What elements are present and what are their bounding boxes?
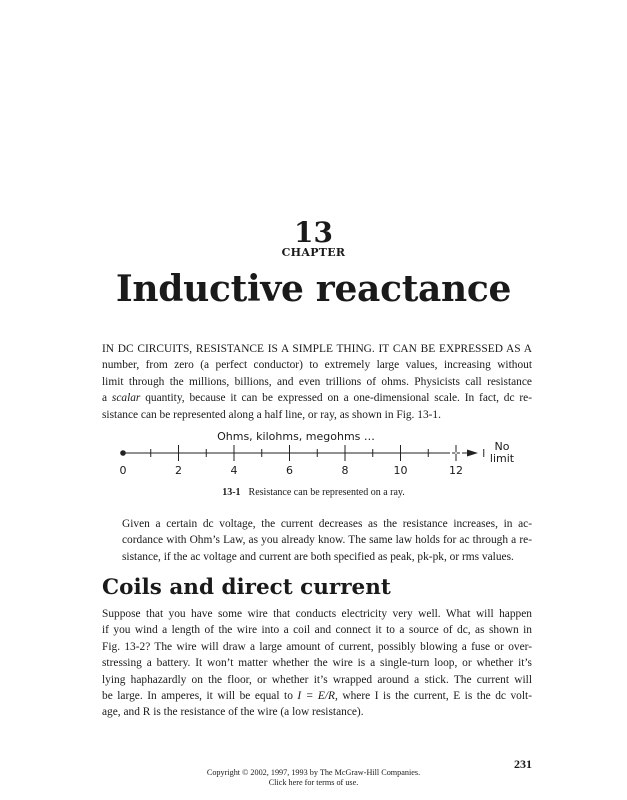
text-line: if you wind a length of the wire into a coil and connect it to a source of dc, as shown in [102, 624, 532, 637]
no-limit-label: No limit [489, 440, 515, 465]
figure-caption-number: 13-1 [222, 487, 241, 498]
chapter-number: 13 [294, 216, 333, 249]
coils-dc-paragraph [102, 606, 532, 721]
terms-of-use-link[interactable]: Click here for terms of use. [268, 778, 359, 787]
text-line: sistance can be represented along a half line, or ray, as shown in Fig. 13-1. [102, 408, 441, 421]
emphasis-formula: I = E/R, [297, 690, 338, 703]
text-line: cordance with Ohm’s Law, as you already know. The same law holds for ac through a re- [122, 534, 532, 547]
ray-arrowhead [467, 450, 478, 457]
text-line: sistance, if the ac voltage and current are both specified as peak, pk-pk, or rms values. [122, 550, 514, 563]
text-line: IN DC CIRCUITS, RESISTANCE IS A SIMPLE THING. IT CAN BE EXPRESSED AS A [102, 343, 532, 355]
ohms-law-paragraph [102, 516, 532, 565]
tick-label: 10 [393, 464, 408, 477]
footer [0, 768, 627, 788]
figure-top-label: Ohms, kilohms, megohms … [217, 430, 375, 443]
tick-label: 4 [230, 464, 238, 477]
chapter-label: CHAPTER [281, 246, 346, 259]
tick-label: 6 [286, 464, 293, 477]
text-line: stressing a battery. It won’t matter whether the wire is a single-turn loop, or whether it’s [102, 657, 532, 670]
text-line: limit through the millions, billions, and even trillions of ohms. Physicists call resistance [102, 375, 532, 388]
figure-caption [0, 487, 627, 498]
figure-caption-text: Resistance can be represented on a ray. [248, 487, 405, 498]
page-number: 231 [514, 757, 532, 771]
text-line: Suppose that you have some wire that conducts electricity very well. What will happen [102, 608, 532, 620]
tick-label: 0 [119, 464, 127, 477]
tick-label: 8 [341, 464, 349, 477]
tick-label: 2 [175, 464, 182, 477]
section-heading: Coils and direct current [102, 575, 391, 600]
text-line: Given a certain dc voltage, the current decreases as the resistance increases, in ac- [122, 518, 532, 530]
emphasis-scalar: scalar [111, 392, 141, 405]
tick-label: 12 [449, 464, 463, 477]
chapter-title: Inductive reactance [115, 268, 512, 310]
text-line: age, and R is the resistance of the wire (a low resistance). [102, 706, 364, 719]
text-line: lying haphazardly on the floor, or whether it’s wrapped around a stick. The current will [102, 673, 532, 686]
copyright-notice: Copyright © 2002, 1997, 1993 by The McGraw-Hill Companies. [206, 768, 421, 777]
resistance-ray-figure [112, 430, 522, 482]
text-line: number, from zero (a perfect conductor) to extremely large values, increasing without [102, 359, 532, 372]
intro-paragraph [102, 341, 532, 423]
text-line: a scalar quantity, because it can be expressed on a one-dimensional scale. In fact, dc re- [102, 392, 532, 405]
text-line: Fig. 13-2? The wire will draw a large amount of current, possibly blowing a fuse or over- [102, 640, 532, 653]
ray-origin-dot [120, 450, 126, 456]
text-line: be large. In amperes, it will be equal to I = E/R, where I is the current, E is the dc volt- [102, 690, 533, 703]
